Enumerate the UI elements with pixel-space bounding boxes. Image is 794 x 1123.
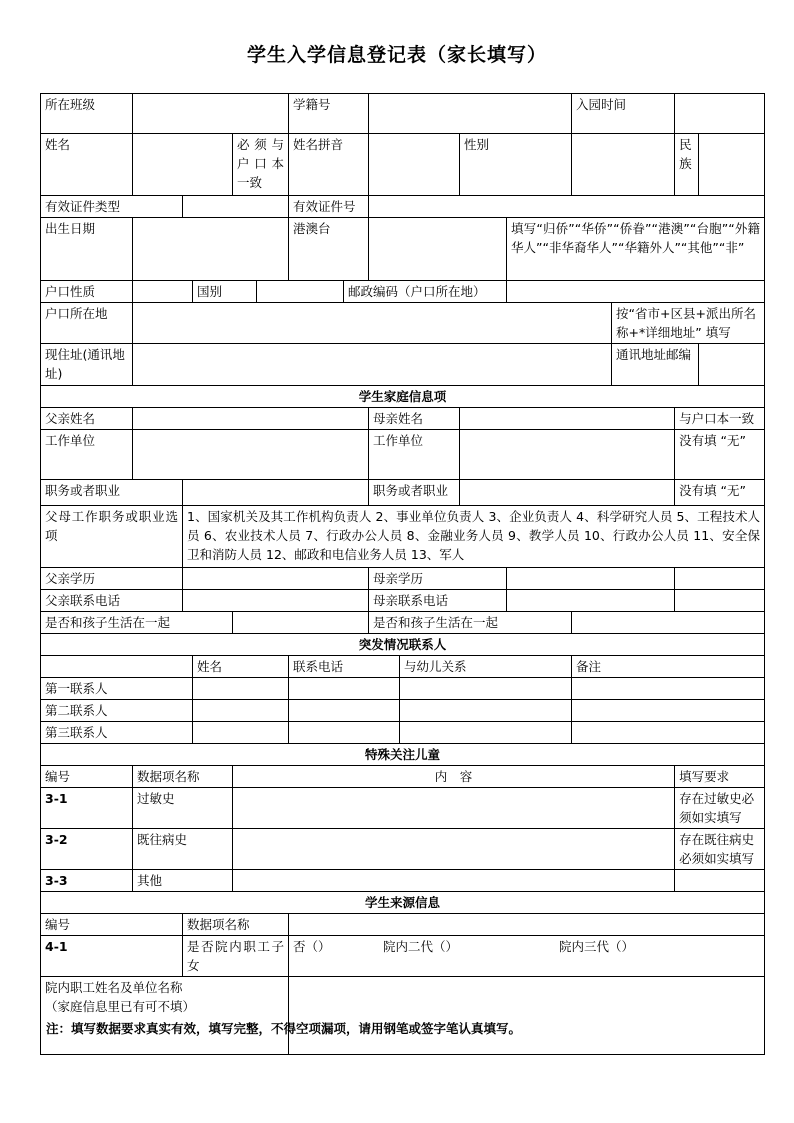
special-row-2-no: 3-2 [41,829,133,870]
special-row-3-name: 其他 [133,870,233,892]
enroll-time-label: 入园时间 [572,94,675,134]
mother-job-field[interactable] [460,480,675,506]
gender-field[interactable] [572,134,675,196]
special-row-2-name: 既往病史 [133,829,233,870]
staff-info-title: 院内职工姓名及单位名称 [45,980,183,995]
father-phone-field[interactable] [183,590,369,612]
registration-form [40,93,765,1055]
special-section-title: 特殊关注儿童 [41,744,765,766]
postcode-label: 邮政编码（户口所在地） [344,281,507,303]
hukou-addr-note: 按“省市+区县+派出所名称+*详细地址” 填写 [612,303,765,344]
father-live-together-field[interactable] [233,612,369,634]
mother-phone-field[interactable] [507,590,675,612]
emergency-section-title: 突发情况联系人 [41,634,765,656]
special-row-2-requirement: 存在既往病史必须如实填写 [675,829,765,870]
mother-work-unit-field[interactable] [460,430,675,480]
family-section-title: 学生家庭信息项 [41,386,765,408]
emergency-contact-1-phone[interactable] [289,678,400,700]
father-name-label: 父亲姓名 [41,408,133,430]
id-no-label: 有效证件号 [289,196,369,218]
mother-job-label: 职务或者职业 [369,480,460,506]
job-options-text: 1、国家机关及其工作机构负责人 2、事业单位负责人 3、企业负责人 4、科学研究人员 5、工程技术人员 6、农业技术人员 7、行政办公人员 8、金融业务人员 9、教学人员 10、行政办公人员 11、安全保卫和消防人员 12、邮政和电信业务人员 13、军人 [183,506,765,568]
emergency-header-relation: 与幼儿关系 [400,656,572,678]
special-row-1-requirement: 存在过敏史必须如实填写 [675,788,765,829]
emergency-contact-2-remark[interactable] [572,700,765,722]
hmt-note: 填写“归侨”“华侨”“侨眷”“港澳”“台胞”“外籍华人”“非华裔华人”“华籍外人”“其他”“非” [507,218,765,281]
father-name-field[interactable] [133,408,369,430]
name-field[interactable] [133,134,233,196]
special-row-1-no: 3-1 [41,788,133,829]
father-edu-field[interactable] [183,568,369,590]
option-second-generation[interactable]: 院内二代（） [383,939,459,954]
current-addr-label: 现住址(通讯地址) [41,344,133,386]
class-label: 所在班级 [41,94,133,134]
emergency-contact-2-label: 第二联系人 [41,700,193,722]
special-header-no: 编号 [41,766,133,788]
hukou-type-field[interactable] [133,281,193,303]
pinyin-field[interactable] [369,134,460,196]
class-field[interactable] [133,94,289,134]
special-header-requirement: 填写要求 [675,766,765,788]
staff-child-options [289,936,765,977]
source-header-blank [289,914,765,936]
phone-extra-field[interactable] [675,590,765,612]
id-type-label: 有效证件类型 [41,196,183,218]
father-work-unit-field[interactable] [133,430,369,480]
hmt-label: 港澳台 [289,218,369,281]
father-job-field[interactable] [183,480,369,506]
emergency-header-remark: 备注 [572,656,765,678]
id-no-field[interactable] [369,196,765,218]
mother-live-together-label: 是否和孩子生活在一起 [369,612,572,634]
current-addr-field[interactable] [133,344,612,386]
emergency-contact-3-phone[interactable] [289,722,400,744]
emergency-contact-3-name[interactable] [193,722,289,744]
source-row-no: 4-1 [41,936,183,977]
emergency-header-name: 姓名 [193,656,289,678]
ethnicity-field[interactable] [699,134,765,196]
special-row-3-requirement [675,870,765,892]
source-section-title: 学生来源信息 [41,892,765,914]
option-third-generation[interactable]: 院内三代（） [559,939,635,954]
option-no[interactable]: 否（） [293,939,331,954]
mother-edu-label: 母亲学历 [369,568,507,590]
emergency-header-phone: 联系电话 [289,656,400,678]
edu-extra-field[interactable] [675,568,765,590]
name-label: 姓名 [41,134,133,196]
work-unit-none-note: 没有填 “无” [675,430,765,480]
footnote: 注：填写数据要求真实有效，填写完整，不得空项漏项，请用钢笔或签字笔认真填写。 [46,1021,522,1036]
enroll-time-field[interactable] [675,94,765,134]
mother-live-together-field[interactable] [572,612,765,634]
gender-label: 性别 [460,134,572,196]
mother-phone-label: 母亲联系电话 [369,590,507,612]
postcode-field[interactable] [507,281,765,303]
mail-postcode-field[interactable] [699,344,765,386]
staff-info-field[interactable] [289,977,765,1055]
mother-work-unit-label: 工作单位 [369,430,460,480]
hukou-type-label: 户口性质 [41,281,133,303]
job-options-label: 父母工作职务或职业选项 [41,506,183,568]
emergency-contact-1-relation[interactable] [400,678,572,700]
birth-label: 出生日期 [41,218,133,281]
hukou-addr-label: 户口所在地 [41,303,133,344]
pinyin-label: 姓名拼音 [289,134,369,196]
special-header-content: 内 容 [233,766,675,788]
hukou-consistent-note: 与户口本一致 [675,408,765,430]
father-work-unit-label: 工作单位 [41,430,133,480]
special-row-2-content[interactable] [233,829,675,870]
emergency-contact-2-phone[interactable] [289,700,400,722]
staff-info-note: （家庭信息里已有可不填） [45,999,196,1014]
hukou-addr-field[interactable] [133,303,612,344]
nationality-label: 国别 [193,281,257,303]
staff-info-label [41,977,289,1055]
student-no-label: 学籍号 [289,94,369,134]
emergency-contact-2-name[interactable] [193,700,289,722]
mail-postcode-label: 通讯地址邮编 [612,344,699,386]
mother-edu-field[interactable] [507,568,675,590]
emergency-header-blank [41,656,193,678]
emergency-contact-3-remark[interactable] [572,722,765,744]
mother-name-label: 母亲姓名 [369,408,460,430]
source-header-no: 编号 [41,914,183,936]
emergency-contact-2-relation[interactable] [400,700,572,722]
source-header-name: 数据项名称 [183,914,289,936]
mother-name-field[interactable] [460,408,675,430]
father-live-together-label: 是否和孩子生活在一起 [41,612,233,634]
father-edu-label: 父亲学历 [41,568,183,590]
id-type-field[interactable] [183,196,289,218]
student-no-field[interactable] [369,94,572,134]
special-row-1-content[interactable] [233,788,675,829]
special-row-1-name: 过敏史 [133,788,233,829]
special-row-3-content[interactable] [233,870,675,892]
job-none-note: 没有填 “无” [675,480,765,506]
emergency-contact-3-relation[interactable] [400,722,572,744]
emergency-contact-1-name[interactable] [193,678,289,700]
nationality-field[interactable] [257,281,344,303]
father-phone-label: 父亲联系电话 [41,590,183,612]
emergency-contact-3-label: 第三联系人 [41,722,193,744]
emergency-contact-1-remark[interactable] [572,678,765,700]
ethnicity-label: 民族 [675,134,699,196]
emergency-contact-1-label: 第一联系人 [41,678,193,700]
special-header-name: 数据项名称 [133,766,233,788]
special-row-3-no: 3-3 [41,870,133,892]
hmt-field[interactable] [369,218,507,281]
name-note: 必须与户口本一致 [233,134,289,196]
page-title: 学生入学信息登记表（家长填写） [246,44,547,66]
birth-field[interactable] [133,218,289,281]
father-job-label: 职务或者职业 [41,480,183,506]
source-row-name: 是否院内职工子女 [183,936,289,977]
